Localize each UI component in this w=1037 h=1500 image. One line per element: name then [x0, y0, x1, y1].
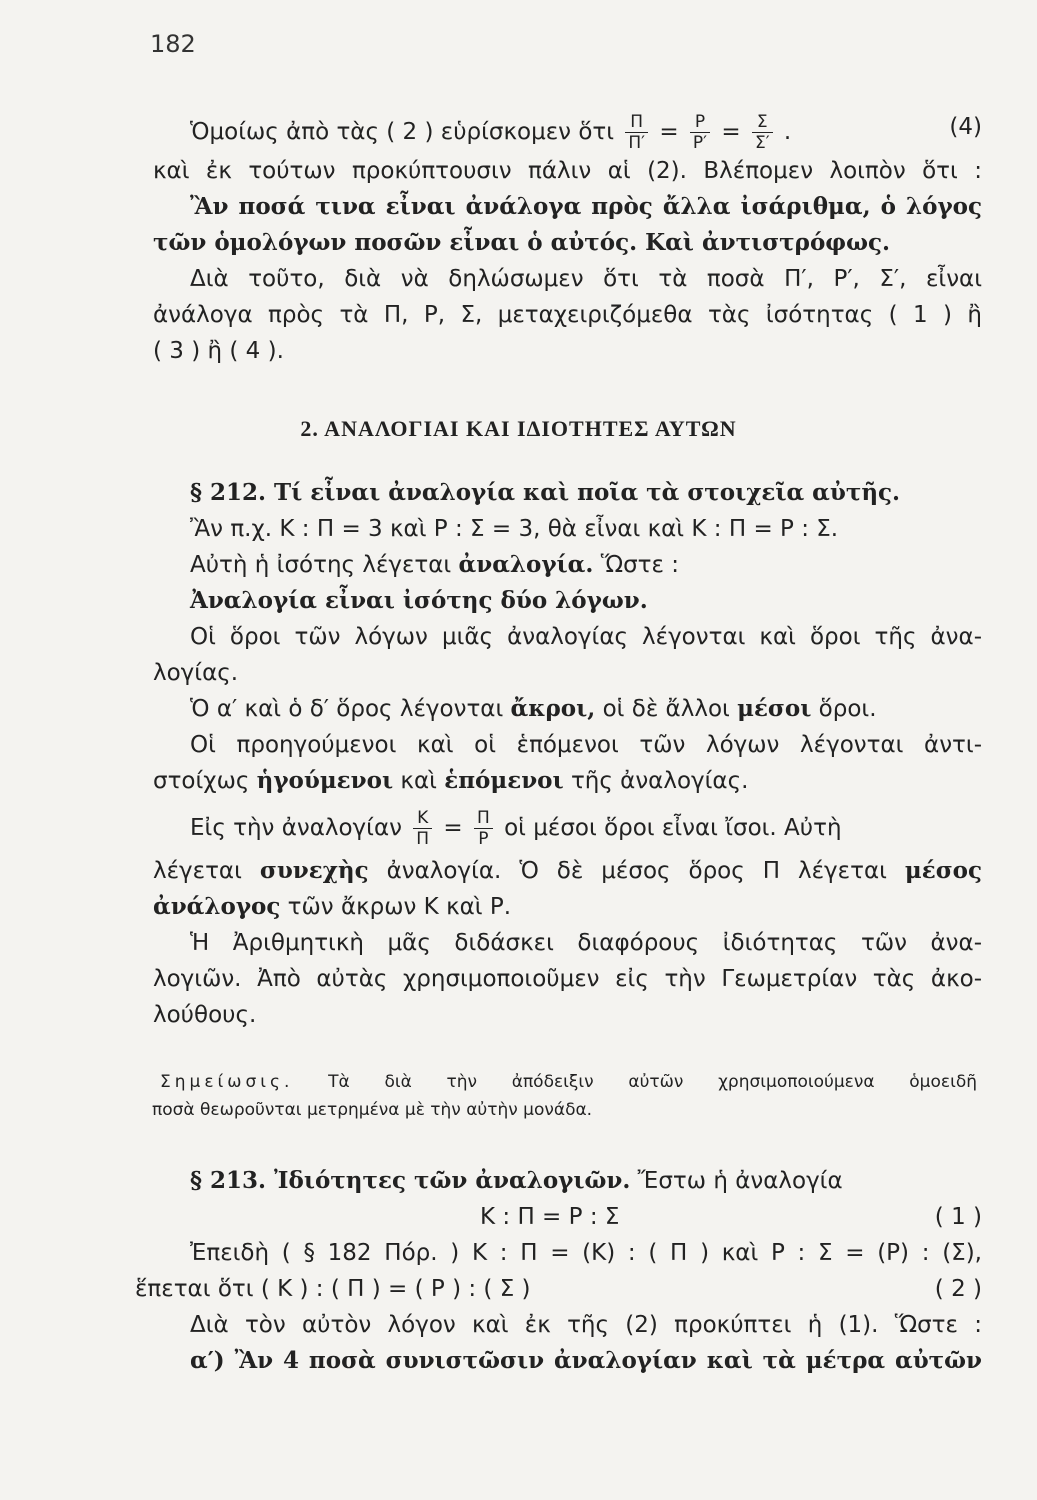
fraction-p2-num: Π — [474, 808, 493, 829]
fraction-s — [752, 112, 773, 153]
fraction-s-num: Σ — [752, 112, 773, 133]
equation-1 — [480, 1202, 982, 1232]
line-18 — [153, 856, 982, 886]
line-29: α′) Ἂν 4 ποσὰ συνιστῶσιν ἀναλογίαν καὶ τὰ μέτρα αὐτῶν — [190, 1347, 982, 1374]
line-16-e: τῆς ἀναλογίας. — [570, 768, 749, 794]
note-line-2: ποσὰ θεωροῦνται μετρημένα μὲ τὴν αὐτὴν μονάδα. — [152, 1100, 593, 1120]
definition-analogia: Ἀναλογία εἶναι ἰσότης δύο λόγων. — [190, 587, 648, 614]
line-27-text: ἕπεται ὅτι ( Κ ) : ( Π ) = ( Ρ ) : ( Σ ) — [135, 1276, 531, 1302]
note-line-1 — [160, 1070, 977, 1094]
term-analogia: ἀναλογία. — [458, 551, 594, 578]
line-28: Διὰ τὸν αὐτὸν λόγον καὶ ἐκ τῆς (2) προκύπτει ἡ (1). Ὥστε : — [190, 1312, 982, 1338]
line-5: Διὰ τοῦτο, διὰ νὰ δηλώσωμεν ὅτι τὰ ποσὰ Π′, Ρ′, Σ′, εἶναι — [190, 266, 982, 292]
note-label: Σημείωσις. — [160, 1072, 294, 1092]
line-19 — [153, 892, 982, 922]
line-17-b: οἱ μέσοι ὅροι εἶναι ἴσοι. Αὐτὴ — [504, 815, 842, 841]
fraction-p — [625, 112, 648, 153]
fraction-k-num: Κ — [413, 808, 432, 829]
line-4: τῶν ὁμολόγων ποσῶν εἶναι ὁ αὐτός. Καὶ ἀντιστρόφως. — [153, 229, 890, 256]
fraction-k-den: Π — [416, 829, 430, 849]
term-synechis: συνεχὴς — [259, 857, 369, 884]
line-10 — [190, 550, 982, 580]
line-20: Ἡ Ἀριθμητικὴ μᾶς διδάσκει διαφόρους ἰδιότητας τῶν ἀνα- — [190, 930, 982, 956]
section-213-text: Ἔστω ἡ ἀναλογία — [637, 1168, 843, 1194]
fraction-s-den: Σ′ — [754, 133, 770, 153]
line-21: λογιῶν. Ἀπὸ αὐτὰς χρησιμοποιοῦμεν εἰς τὴν Γεωμετρίαν τὰς ἀκο- — [153, 966, 982, 992]
section-213-title — [190, 1166, 982, 1196]
line-9: Ἂν π.χ. Κ : Π = 3 καὶ Ρ : Σ = 3, θὰ εἶναι καὶ Κ : Π = Ρ : Σ. — [190, 516, 839, 542]
line-16-a: στοίχως — [153, 768, 250, 794]
line-13: λογίας. — [153, 660, 239, 686]
fraction-p-num: Π — [625, 112, 648, 133]
term-analogos: ἀνάλογος — [153, 893, 281, 920]
line-18-a: λέγεται — [153, 858, 242, 884]
line-7: ( 3 ) ἢ ( 4 ). — [153, 338, 284, 364]
line-26: Ἐπειδὴ ( § 182 Πόρ. ) Κ : Π = (Κ) : ( Π ) καὶ Ρ : Σ = (Ρ) : (Σ), — [190, 1240, 982, 1266]
line-14-e: ὅροι. — [818, 696, 877, 722]
line-18-c: ἀναλογία. Ὁ δὲ μέσος ὅρος Π λέγεται — [386, 858, 887, 884]
line-2: καὶ ἐκ τούτων προκύπτουσιν πάλιν αἱ (2). Βλέπομεν λοιπὸν ὅτι : — [153, 158, 982, 184]
line-27 — [135, 1274, 982, 1304]
line-17-a: Εἰς τὴν ἀναλογίαν — [190, 815, 402, 841]
equals-1: = — [659, 119, 679, 145]
line-16 — [153, 766, 982, 796]
line-14 — [190, 694, 982, 724]
fraction-r — [690, 112, 710, 153]
term-akroi: ἄκροι, — [510, 695, 596, 722]
section-heading: 2. ΑΝΑΛΟΓΙΑΙ ΚΑΙ ΙΔΙΟΤΗΤΕΣ ΑΥΤΩΝ — [300, 416, 737, 441]
term-igoumenoi: ἡγούμενοι — [256, 767, 394, 794]
fraction-p-den: Π′ — [628, 133, 646, 153]
fraction-r-den: Ρ′ — [692, 133, 708, 153]
term-epomenoi: ἑπόμενοι — [444, 767, 564, 794]
line-1-dot: . — [783, 119, 792, 145]
equation-1-text: Κ : Π = Ρ : Σ — [480, 1204, 620, 1230]
line-10-a: Αὐτὴ ἡ ἰσότης λέγεται — [190, 552, 452, 578]
fraction-p2-den: Ρ — [478, 829, 489, 849]
equals-3: = — [443, 815, 463, 841]
line-19-b: τῶν ἄκρων Κ καὶ Ρ. — [287, 894, 512, 920]
section-213-heading: § 213. Ἰδιότητες τῶν ἀναλογιῶν. — [190, 1167, 631, 1194]
page-number: 182 — [150, 30, 196, 58]
line-17 — [190, 808, 982, 849]
fraction-p-r — [474, 808, 493, 849]
equation-number-4: (4) — [949, 114, 982, 140]
term-mesos: μέσος — [904, 857, 983, 884]
equation-number-1: ( 1 ) — [934, 1204, 982, 1230]
line-6: ἀνάλογα πρὸς τὰ Π, Ρ, Σ, μεταχειριζόμεθα τὰς ἰσότητας ( 1 ) ἢ — [153, 302, 982, 328]
term-mesoi: μέσοι — [737, 695, 812, 722]
note-text-1: Τὰ διὰ τὴν ἀπόδειξιν αὐτῶν χρησιμοποιούμενα ὁμοειδῆ — [328, 1072, 977, 1092]
equals-2: = — [721, 119, 741, 145]
fraction-r-num: Ρ — [690, 112, 710, 133]
line-10-c: Ὥστε : — [600, 552, 679, 578]
line-16-c: καὶ — [400, 768, 437, 794]
section-212-title: § 212. Τί εἶναι ἀναλογία καὶ ποῖα τὰ στοιχεῖα αὐτῆς. — [190, 479, 901, 506]
line-14-c: οἱ δὲ ἄλλοι — [602, 696, 730, 722]
fraction-k-p — [413, 808, 432, 849]
line-1 — [190, 112, 982, 153]
line-1-text: Ὁμοίως ἀπὸ τὰς ( 2 ) εὑρίσκομεν ὅτι — [190, 119, 615, 145]
line-3: Ἂν ποσά τινα εἶναι ἀνάλογα πρὸς ἄλλα ἰσάριθμα, ὁ λόγος — [190, 193, 982, 220]
line-15: Οἱ προηγούμενοι καὶ οἱ ἑπόμενοι τῶν λόγων λέγονται ἀντι- — [190, 732, 982, 758]
line-12: Οἱ ὅροι τῶν λόγων μιᾶς ἀναλογίας λέγονται καὶ ὅροι τῆς ἀνα- — [190, 624, 982, 650]
line-22: λούθους. — [153, 1002, 257, 1028]
equation-number-2: ( 2 ) — [934, 1276, 982, 1302]
line-14-a: Ὁ α′ καὶ ὁ δ′ ὅρος λέγονται — [190, 696, 504, 722]
